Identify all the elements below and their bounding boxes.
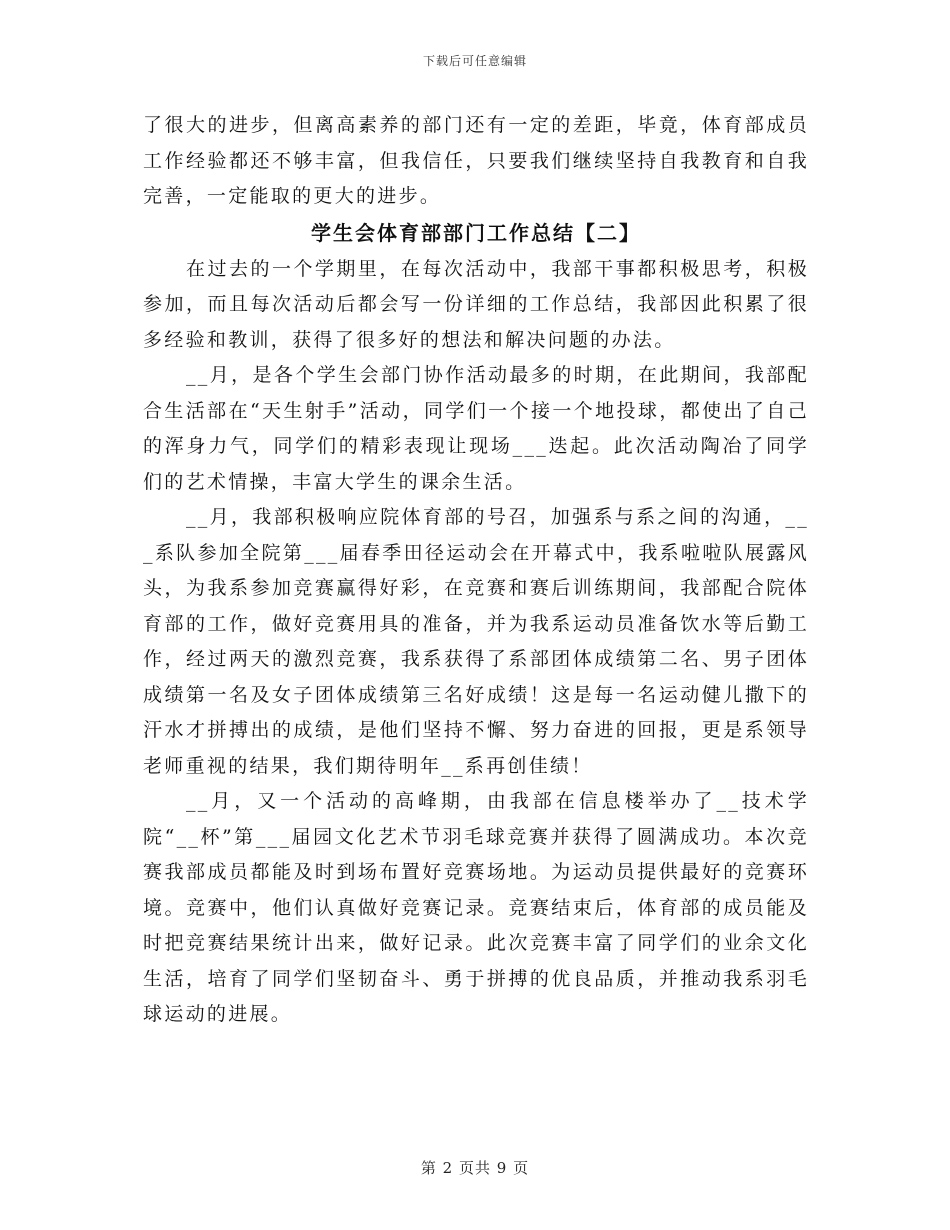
- page-number-footer: 第 2 页共 9 页: [420, 1159, 530, 1177]
- page-header-note: 下载后可任意编辑: [422, 54, 527, 68]
- document-body: [143, 108, 809, 1033]
- paragraph-archery-event: __月，是各个学生会部门协作活动最多的时期，在此期间，我部配合生活部在“天生射手”活动，同学们一个接一个地投球，都使出了自己的浑身力气，同学们的精彩表现让现场___迭起。此次活动陶冶了同学们的艺术情操，丰富大学生的课余生活。: [143, 364, 809, 493]
- paragraph-badminton: __月，又一个活动的高峰期，由我部在信息楼举办了__技术学院“__杯”第___届园文化艺术节羽毛球竞赛并获得了圆满成功。本次竞赛我部成员都能及时到场布置好竞赛场地。为运动员提供最好的竞赛环境。竞赛中，他们认真做好竞赛记录。竞赛结束后，体育部的成员能及时把竞赛结果统计出来，做好记录。此次竞赛丰富了同学们的业余文化生活，培育了同学们坚韧奋斗、勇于拼搏的优良品质，并推动我系羽毛球运动的进展。: [143, 790, 809, 1025]
- paragraph-intro: 在过去的一个学期里，在每次活动中，我部干事都积极思考，积极参加，而且每次活动后都会写一份详细的工作总结，我部因此积累了很多经验和教训，获得了很多好的想法和解决问题的办法。: [143, 257, 809, 351]
- paragraph-track-field: __月，我部积极响应院体育部的号召，加强系与系之间的沟通，___系队参加全院第___届春季田径运动会在开幕式中，我系啦啦队展露风头，为我系参加竞赛赢得好彩，在竞赛和赛后训练期间，我部配合院体育部的工作，做好竞赛用具的准备，并为我系运动员准备饮水等后勤工作，经过两天的激烈竞赛，我系获得了系部团体成绩第二名、男子团体成绩第一名及女子团体成绩第三名好成绩！这是每一名运动健儿撒下的汗水才拼搏出的成绩，是他们坚持不懈、努力奋进的回报，更是系领导老师重视的结果，我们期待明年__系再创佳绩！: [143, 506, 809, 777]
- section-title: 学生会体育部部门工作总结【二】: [311, 220, 641, 245]
- paragraph-continued: 了很大的进步，但离高素养的部门还有一定的差距，毕竟，体育部成员工作经验都还不够丰富，但我信任，只要我们继续坚持自我教育和自我完善，一定能取的更大的进步。: [143, 114, 809, 207]
